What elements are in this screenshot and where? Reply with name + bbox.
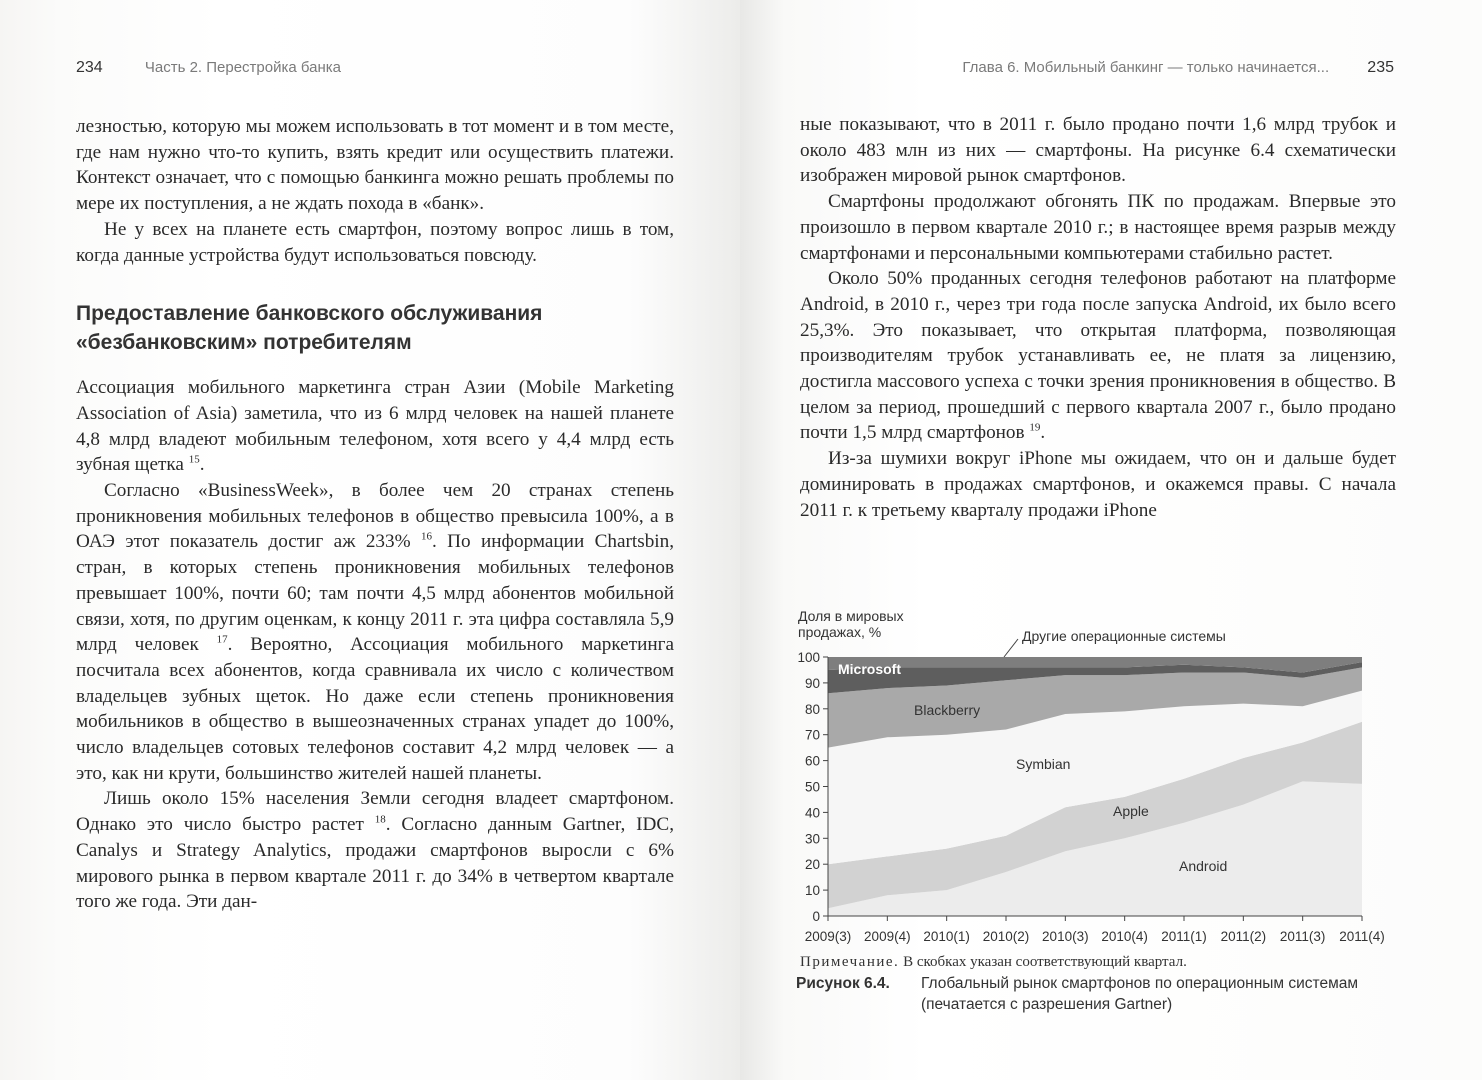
- y-tick-label: 70: [804, 727, 820, 743]
- x-tick-label: 2009(3): [804, 929, 852, 944]
- footnote-ref: 17: [216, 633, 228, 646]
- section-heading-text: Предоставление банковского обслуживания «безбанковским» потребителям: [76, 302, 543, 355]
- x-tick-label: 2010(2): [982, 929, 1030, 944]
- y-tick-label: 90: [804, 675, 820, 691]
- paragraph: Лишь около 15% населения Земли сегодня владеет смартфоном. Однако это число быстро растет $^{18}$. Согласно данным Gartner, IDC, Canalys и Strategy Analytics, продажи смартфонов выросли с 6% мирового рынка в первом квартале 2011 г. до 34% в четвертом квартале того же года. Эти дан-: [76, 788, 674, 913]
- right-text-column: [800, 112, 1396, 523]
- x-tick-label: 2011(3): [1279, 929, 1326, 944]
- figure-label: Рисунок 6.4.: [796, 975, 890, 992]
- x-tick-label: 2010(1): [923, 929, 970, 944]
- paragraph: Ассоциация мобильного маркетинга стран Азии (Mobile Marketing Association of Asia) заметила, что из 6 млрд человек на нашей планете 4,8 млрд владеют мобильным телефоном, хотя всего у 4,4 млрд есть зубная щетка $^{15}$.: [76, 377, 674, 476]
- y-tick-label: 50: [804, 779, 820, 795]
- label-android: Android: [1179, 858, 1228, 874]
- paragraph: Смартфоны продолжают обгонять ПК по продажам. Впервые это произошло в первом квартале 2010 г.; в настоящее время разрыв между смартфонами и персональными компьютерами стабильно растет.: [800, 191, 1396, 264]
- figure-6-4: [740, 603, 1482, 1043]
- y-axis-label-line2: продажах, %: [798, 624, 882, 640]
- label-blackberry: Blackberry: [914, 702, 981, 718]
- left-running-title: Часть 2. Перестройка банка: [144, 59, 341, 76]
- right-page-number: 235: [1367, 59, 1394, 76]
- figure-note: [800, 954, 1187, 971]
- y-tick-label: 10: [804, 883, 820, 899]
- figure-caption: [796, 973, 1396, 1015]
- y-tick-label: 100: [797, 650, 820, 665]
- x-tick-label: 2011(4): [1339, 929, 1385, 944]
- paragraph: Из-за шумихи вокруг iPhone мы ожидаем, что он и дальше будет доминировать в продажах смартфонов, и окажемся правы. С начала 2011 г. к третьему кварталу продажи iPhone: [800, 448, 1396, 521]
- section-heading: [76, 299, 674, 357]
- paragraph: Не у всех на планете есть смартфон, поэтому вопрос лишь в том, когда данные устройства будут использоваться повсюду.: [76, 218, 674, 266]
- y-tick-label: 0: [812, 909, 820, 924]
- x-tick-label: 2011(2): [1220, 929, 1267, 944]
- left-running-head: [76, 59, 341, 77]
- left-page-number: 234: [76, 59, 103, 76]
- footnote-ref: 16: [421, 531, 432, 544]
- figure-caption-text: Глобальный рынок смартфонов по операционным системам (печатается с разрешения Gartner): [921, 975, 1359, 1013]
- footnote-ref: 15: [188, 453, 200, 466]
- stacked-area-chart: [740, 603, 1482, 948]
- figure-note-label: Примечание.: [800, 954, 900, 970]
- y-axis-label-line1: Доля в мировых: [798, 608, 904, 624]
- footnote-ref: 18: [374, 813, 386, 826]
- x-tick-label: 2010(3): [1042, 929, 1089, 944]
- right-running-head: [962, 59, 1394, 77]
- label-symbian: Symbian: [1016, 756, 1071, 772]
- paragraph: Согласно «BusinessWeek», в более чем 20 странах степень проникновения мобильных телефонов в общество превысила 100%, а в ОАЭ этот показатель достиг аж 233% $^{16}$. По информации Chartsbin, стран, в которых степень проникновения мобильных телефонов превышает 100%, почти 60; там почти 4,5 млрд абонентов мобильной связи, хотя, по другим оценкам, к концу 2011 г. эта цифра составляла 5,9 млрд человек $^{17}$. Вероятно, Ассоциация мобильного маркетинга посчитала всех абонентов, когда сравнивала их число с количеством владельцев зубных щеток. Но даже если степень проникновения мобильников в общество в вышеозначенных странах упадет до 100%, число владельцев сотовых телефонов составит 4,2 млрд человек — а это, как ни крути, большинство жителей нашей планеты.: [76, 480, 675, 784]
- x-tick-label: 2011(1): [1161, 929, 1207, 944]
- y-tick-label: 30: [804, 831, 820, 847]
- left-text-column: [76, 114, 674, 915]
- y-tick-label: 40: [804, 805, 820, 821]
- right-page: [740, 0, 1482, 1080]
- y-tick-label: 80: [804, 701, 820, 717]
- y-tick-label: 20: [804, 857, 820, 873]
- paragraph: лезностью, которую мы можем использовать в тот момент и в том месте, где нам нужно что-то купить, взять кредит или осуществить платежи. Контекст означает, что с помощью банкинга можно решать проблемы по мере их поступления, а не ждать похода в «банк».: [76, 116, 674, 215]
- label-others: Другие операционные системы: [1022, 628, 1226, 644]
- left-page: [0, 0, 740, 1080]
- label-apple: Apple: [1113, 803, 1149, 819]
- label-microsoft: Microsoft: [838, 661, 901, 677]
- x-tick-label: 2009(4): [864, 929, 911, 944]
- footnote-ref: 19: [1029, 422, 1041, 435]
- y-tick-label: 60: [804, 753, 820, 769]
- paragraph: ные показывают, что в 2011 г. было продано почти 1,6 млрд трубок и около 483 млн из них — смартфоны. На рисунке 6.4 схематически изображен мировой рынок смартфонов.: [800, 114, 1396, 187]
- x-tick-label: 2010(4): [1101, 929, 1148, 944]
- others-leader-line: [1004, 639, 1018, 657]
- figure-note-text: В скобках указан соответствующий квартал.: [903, 954, 1187, 970]
- right-running-title: Глава 6. Мобильный банкинг — только начинается...: [962, 59, 1330, 76]
- paragraph: Около 50% проданных сегодня телефонов работают на платформе Android, в 2010 г., через три года после запуска Android, их было всего 25,3%. Это показывает, что открытая платформа, позволяющая производителям трубок устанавливать ее, не платя за лицензию, достигла массового успеха с точки зрения проникновения в общество. В целом за период, прошедший с первого квартала 2007 г., было продано почти 1,5 млрд смартфонов $^{19}$.: [800, 268, 1396, 444]
